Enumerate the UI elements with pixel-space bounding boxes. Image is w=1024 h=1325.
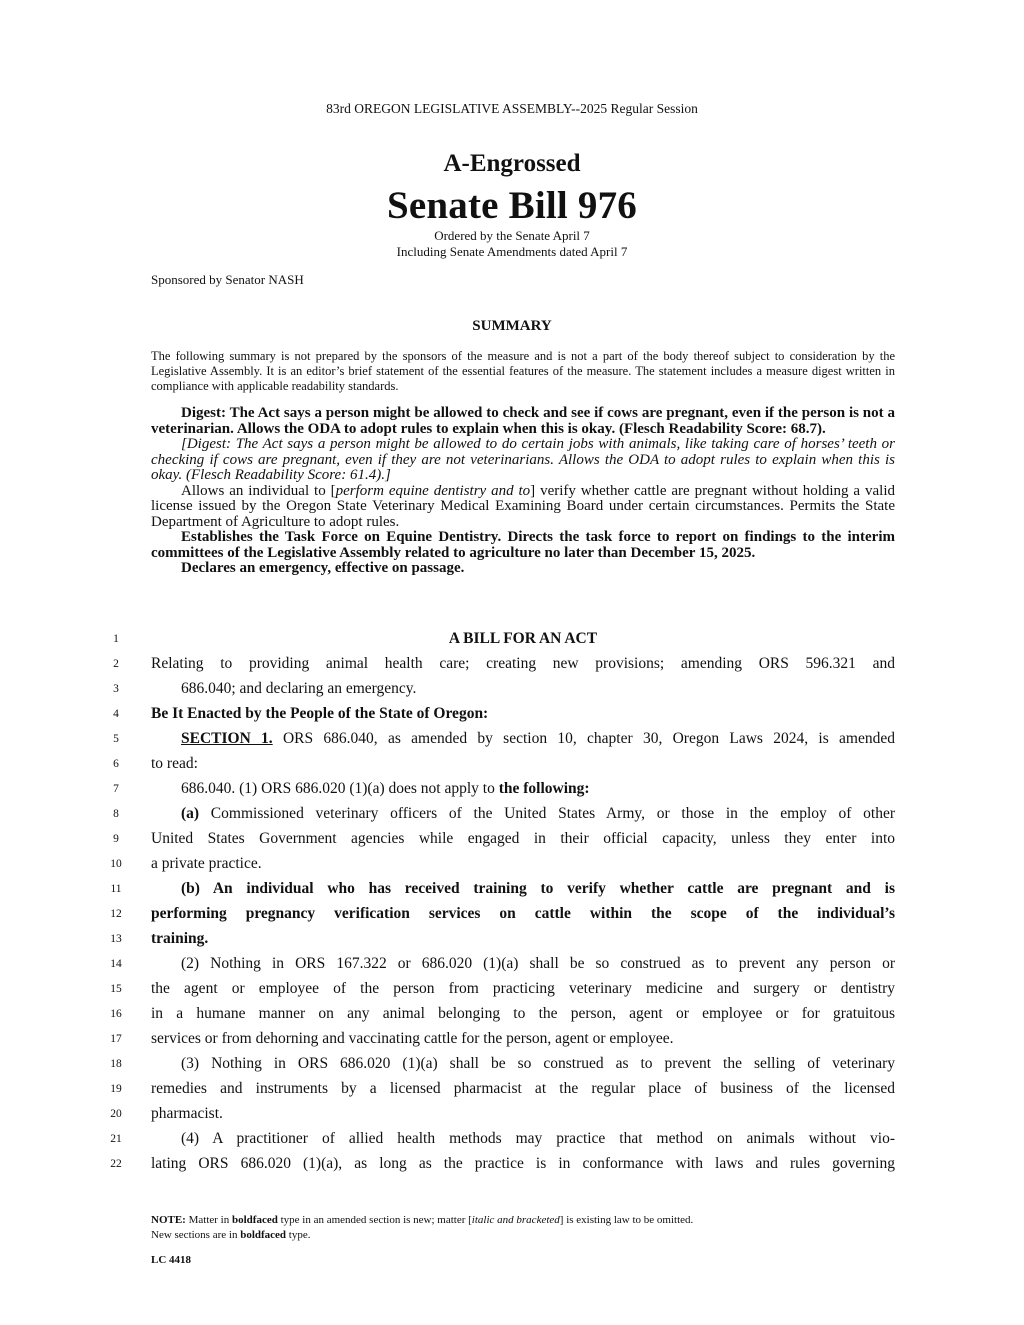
digest-new: Digest: The Act says a person might be allowed to check and see if cows are pregnant, even if the person is not a veterinarian. Allows the ODA to adopt rules to explain when this is okay. (Flesch Readability Score: 68.7). (151, 405, 895, 437)
allows-post: verify whether cattle are pregnant without holding a valid license issued by the Oregon State Veterinary Medical Examining Board under certain circumstances. Permits the State Department of Agriculture to adopt rules. (151, 482, 895, 530)
allows-removed: perform equine dentistry and to (335, 482, 531, 499)
line-text: remedies and instruments by a licensed pharmacist at the regular place of business of the licensed (151, 1080, 895, 1097)
line-number: 18 (110, 1058, 122, 1070)
digest-task-force: Establishes the Task Force on Equine Dentistry. Directs the task force to report on findings to the interim committees of the Legislative Assembly related to agriculture no later than December 15, 2025. (151, 529, 895, 561)
note-text: ] is existing law to be omitted. (559, 1214, 694, 1226)
bill-line (0, 828, 1024, 853)
line-number: 22 (110, 1158, 122, 1170)
section-label: SECTION 1. (181, 730, 273, 747)
line-number: 4 (113, 708, 119, 720)
line-number: 13 (110, 933, 122, 945)
line-text: lating ORS 686.020 (1)(a), as long as the practice is in conformance with laws and rules governing (151, 1155, 895, 1172)
bill-line (0, 753, 1024, 778)
bill-line (0, 778, 1024, 803)
footer-note (151, 1213, 895, 1243)
line-number: 9 (113, 833, 119, 845)
ordered-info (0, 228, 1024, 260)
line-text: the agent or employee of the person from practicing veterinary medicine and surgery or dentistry (151, 980, 895, 997)
line-number: 12 (110, 908, 122, 920)
session-header: 83rd OREGON LEGISLATIVE ASSEMBLY--2025 Regular Session (326, 101, 698, 116)
digest-old-text: Digest: The Act says a person might be allowed to do certain jobs with animals, like taking care of horses’ teeth or checking if cows are pregnant, even if they are not veterinarians. Allows the ODA to adopt rules to explain when this is okay. (Flesch Readability Score: 61.4). (151, 436, 895, 483)
note-text: New sections are in (151, 1229, 241, 1241)
bill-line (0, 728, 1024, 753)
line-text: services or from dehorning and vaccinating cattle for the person, agent or employee. (151, 1030, 674, 1047)
line-number: 6 (113, 758, 119, 770)
note-label: NOTE: (151, 1214, 186, 1226)
summary-intro: The following summary is not prepared by the sponsors of the measure and is not a part of the body thereof subject to consideration by the Legislative Assembly. It is an editor’s brief statement of the essential features of the measure. The statement includes a measure digest written in compliance with applicable readability standards. (151, 349, 895, 393)
bill-line (0, 1028, 1024, 1053)
line-number: 11 (110, 883, 122, 895)
bill-line (0, 1003, 1024, 1028)
line-number: 10 (110, 858, 122, 870)
bill-line (0, 1078, 1024, 1103)
digest-old: [Digest: The Act says a person might be allowed to do certain jobs with animals, like taking care of horses’ teeth or checking if cows are pregnant, even if they are not veterinarians. Allows the ODA to adopt rules to explain when this is okay. (Flesch Readability Score: 61.4).] (151, 436, 895, 483)
line-number: 21 (110, 1133, 122, 1145)
line-text: United States Government agencies while engaged in their official capacity, unless they enter into (151, 830, 895, 847)
bill-line (0, 703, 1024, 728)
note-text: type in an amended section is new; matter [ (277, 1214, 472, 1226)
note-text: type. (286, 1229, 311, 1241)
line-text: training. (151, 930, 209, 947)
bill-line (0, 978, 1024, 1003)
line-number: 3 (113, 683, 119, 695)
sponsor-line: Sponsored by Senator NASH (151, 272, 304, 287)
bill-line (0, 953, 1024, 978)
bill-title: Senate Bill 976 (386, 184, 637, 227)
line-bold: (a) (181, 805, 200, 822)
digest-block (151, 406, 895, 577)
line-number: 7 (113, 783, 119, 795)
bill-line (0, 653, 1024, 678)
bill-line (0, 1053, 1024, 1078)
bill-heading: A BILL FOR AN ACT (448, 630, 598, 647)
note-line-1 (151, 1213, 895, 1228)
line-number: 8 (113, 808, 119, 820)
line-text: in a humane manner on any animal belonging to the person, agent or employee or for gratuitous (151, 1005, 895, 1022)
line-number: 17 (110, 1033, 122, 1045)
bill-line (0, 1103, 1024, 1128)
line-number: 16 (110, 1008, 122, 1020)
digest-allows: Allows an individual to [perform equine dentistry and to] verify whether cattle are pregnant without holding a valid license issued by the Oregon State Veterinary Medical Examining Board under certain circumstances. Permits the State Department of Agriculture to adopt rules. (151, 482, 895, 530)
line-text: 686.040; and declaring an emergency. (181, 680, 417, 697)
line-number: 2 (113, 658, 119, 670)
line-text (181, 780, 895, 798)
bill-line (0, 878, 1024, 903)
line-text: (2) Nothing in ORS 167.322 or 686.020 (1)(a) shall be so construed as to prevent any person or (181, 955, 895, 972)
line-text: a private practice. (151, 855, 262, 872)
line-number: 20 (110, 1108, 122, 1120)
line-number: 15 (110, 983, 122, 995)
line-text: (4) A practitioner of allied health methods may practice that method on animals without vio- (181, 1130, 895, 1147)
line-bold: the following: (498, 780, 590, 797)
line-number: 1 (113, 633, 119, 645)
bill-line (0, 628, 1024, 653)
enacting-clause: Be It Enacted by the People of the State of Oregon: (151, 705, 489, 722)
line-text: Relating to providing animal health care; creating new provisions; amending ORS 596.321 and (151, 655, 895, 672)
section-text: ORS 686.040, as amended by section 10, chapter 30, Oregon Laws 2024, is amended (272, 730, 895, 747)
engrossed-label: A-Engrossed (443, 150, 581, 177)
line-text: (b) An individual who has received training to verify whether cattle are pregnant and is (181, 880, 895, 897)
ordered-line: Ordered by the Senate April 7 (434, 228, 590, 243)
line-text: to read: (151, 755, 198, 772)
note-text: Matter in (185, 1214, 232, 1226)
allows-pre: Allows an individual to (181, 482, 331, 499)
line-pre: 686.040. (1) ORS 686.020 (1)(a) does not apply to (181, 780, 499, 797)
summary-heading: SUMMARY (472, 318, 552, 334)
line-text: performing pregnancy verification services on cattle within the scope of the individual’s (151, 905, 895, 922)
bill-line (0, 678, 1024, 703)
note-bold: boldfaced (231, 1214, 278, 1226)
bill-line (0, 903, 1024, 928)
lc-number: LC 4418 (151, 1254, 192, 1266)
bill-line (0, 853, 1024, 878)
line-rest: Commissioned veterinary officers of the United States Army, or those in the employ of other (199, 805, 895, 822)
note-bold: boldfaced (240, 1229, 287, 1241)
line-number: 14 (110, 958, 122, 970)
line-number: 5 (113, 733, 119, 745)
bill-line (0, 803, 1024, 828)
line-number: 19 (110, 1083, 122, 1095)
amendments-line: Including Senate Amendments dated April 7 (396, 244, 628, 259)
line-text: (3) Nothing in ORS 686.020 (1)(a) shall be so construed as to prevent the selling of veterinary (181, 1055, 895, 1072)
note-italic: italic and bracketed (471, 1214, 560, 1226)
bill-line (0, 928, 1024, 953)
bill-line (0, 1153, 1024, 1178)
digest-emergency: Declares an emergency, effective on passage. (181, 560, 465, 576)
line-text (181, 805, 895, 823)
bill-line (0, 1128, 1024, 1153)
line-text: pharmacist. (151, 1105, 223, 1122)
line-text (181, 730, 895, 748)
note-line-2 (151, 1228, 895, 1243)
